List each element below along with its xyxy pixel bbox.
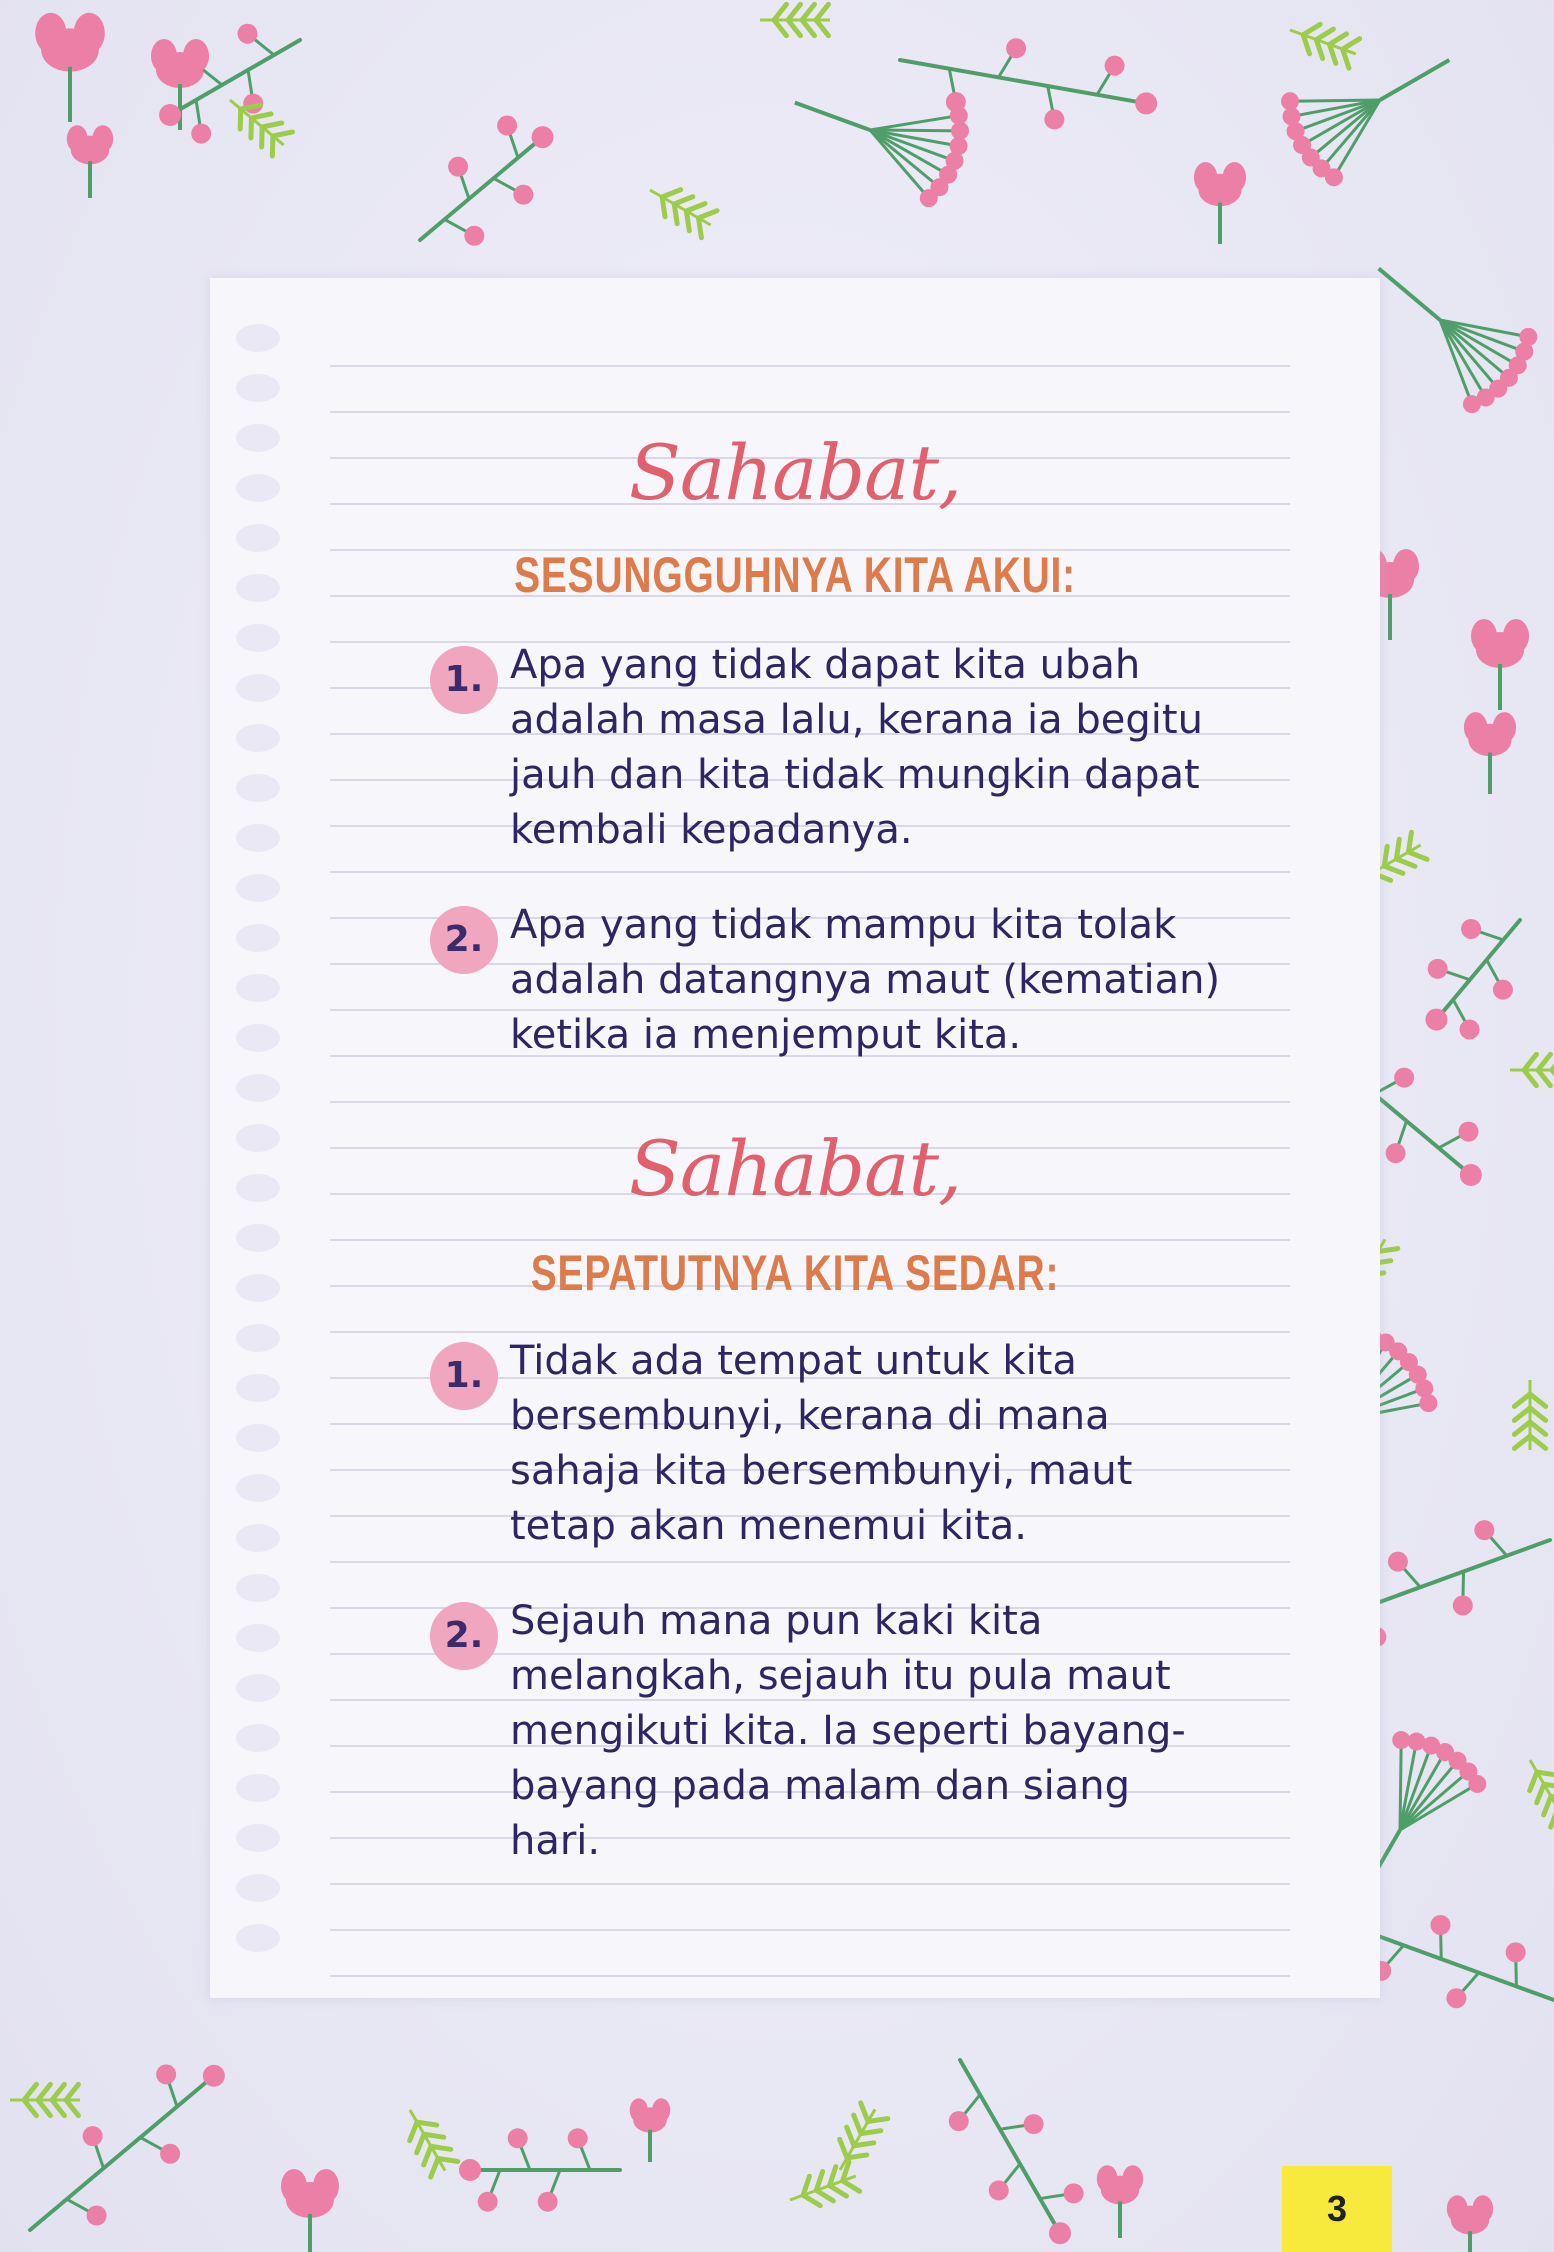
petal: [1122, 2165, 1143, 2192]
petal: [1223, 162, 1246, 193]
petal: [281, 2169, 307, 2203]
fern-leaf: [438, 2158, 458, 2161]
berry: [1024, 2114, 1044, 2134]
section-subtitle: SESUNGGUHNYA KITA AKUI:: [514, 547, 1076, 603]
fan-bud: [1281, 92, 1299, 110]
petal: [35, 13, 66, 54]
fern-leaf: [1514, 1394, 1530, 1406]
fern-leaf: [774, 20, 786, 36]
fern-leaf: [431, 2158, 438, 2177]
berry: [156, 2064, 176, 2084]
berry: [1135, 92, 1157, 114]
fern-leaf: [1343, 39, 1360, 49]
berry: [1446, 1988, 1466, 2008]
fern-leaf: [38, 2100, 50, 2116]
number-badge: 2.: [430, 1602, 498, 1670]
berry: [1064, 2183, 1084, 2203]
fern-leaf: [1408, 832, 1411, 852]
fern-leaf: [674, 204, 677, 224]
berry: [159, 104, 181, 126]
fern-leaf: [1514, 1408, 1530, 1420]
item-line: kembali kepadanya.: [510, 807, 913, 853]
fern-leaf: [1384, 866, 1403, 873]
berry: [186, 54, 206, 74]
fern-leaf: [788, 4, 800, 20]
petal: [1447, 2195, 1468, 2222]
fern-leaf: [774, 4, 786, 20]
fern-leaf: [24, 2100, 36, 2116]
fern-leaf: [816, 2190, 833, 2200]
fan-bud: [1463, 395, 1481, 413]
fern-leaf: [662, 197, 665, 217]
berry: [238, 24, 258, 44]
fern-leaf: [417, 2122, 437, 2125]
berry: [1506, 1942, 1526, 1962]
item-line: hari.: [510, 1818, 601, 1864]
berry: [1388, 1552, 1408, 1572]
berry: [1049, 2222, 1071, 2244]
fern-leaf: [854, 2143, 874, 2146]
fern-leaf: [52, 2084, 64, 2100]
fern-leaf: [251, 118, 252, 138]
stem: [960, 2060, 1060, 2233]
berry: [459, 2159, 481, 2181]
berry: [464, 226, 484, 246]
fern-leaf: [802, 20, 814, 36]
number-badge: 2.: [430, 906, 498, 974]
fern-leaf: [861, 2103, 868, 2122]
fern-leaf: [1530, 1422, 1546, 1434]
fan-bud: [1392, 1731, 1410, 1749]
fern-leaf: [1524, 1054, 1536, 1070]
fern-leaf: [662, 190, 681, 197]
fern-leaf: [674, 197, 693, 204]
item-line: melangkah, sejauh itu pula maut: [510, 1653, 1171, 1699]
fern-leaf: [1316, 29, 1333, 39]
fern-leaf: [1524, 1070, 1536, 1086]
fern-leaf: [1514, 1436, 1530, 1448]
petal: [1464, 712, 1487, 743]
fern-leaf: [1551, 1808, 1554, 1827]
berry: [83, 2126, 103, 2146]
berry: [1386, 1143, 1406, 1163]
berry: [1006, 38, 1026, 58]
fern-leaf: [686, 204, 705, 211]
fern-leaf: [424, 2146, 431, 2165]
fern-leaf: [240, 109, 241, 129]
berry: [478, 2192, 498, 2212]
berry: [1428, 959, 1448, 979]
fern-leaf: [803, 2195, 820, 2205]
fern-leaf: [1384, 846, 1387, 866]
section-title: Sahabat,: [628, 1124, 962, 1213]
item-line: Sejauh mana pun kaki kita: [510, 1598, 1043, 1644]
berry: [1474, 1520, 1494, 1540]
page-number: 3: [1282, 2166, 1392, 2252]
fern-leaf: [698, 211, 717, 218]
fern-leaf: [861, 2131, 881, 2134]
fern-leaf: [1378, 1249, 1398, 1252]
fern-leaf: [52, 2100, 64, 2116]
fern-leaf: [1530, 1772, 1537, 1791]
fern-leaf: [840, 2139, 847, 2158]
fern-leaf: [843, 2181, 860, 2191]
petal: [92, 125, 113, 152]
item-line: tetap akan menemui kita.: [510, 1503, 1028, 1549]
berry: [1105, 56, 1125, 76]
berry: [448, 157, 468, 177]
fern-leaf: [816, 4, 828, 20]
berry: [946, 92, 966, 112]
fern-leaf: [1538, 1054, 1550, 1070]
petal: [630, 2098, 648, 2122]
section-title: Sahabat,: [628, 428, 962, 517]
item-text: [510, 1334, 1270, 1554]
berry: [160, 2144, 180, 2164]
berry: [568, 2128, 588, 2148]
berry: [1430, 1915, 1450, 1935]
fern-leaf: [829, 2186, 846, 2196]
fan-rib: [1311, 100, 1380, 158]
fan-bud: [920, 189, 938, 207]
fern-leaf: [1530, 1436, 1546, 1448]
berry: [1425, 1009, 1447, 1031]
fern-leaf: [847, 2155, 867, 2158]
fern-leaf: [262, 123, 282, 127]
berry: [1394, 1068, 1414, 1088]
berry: [508, 2128, 528, 2148]
fern-leaf: [424, 2134, 444, 2137]
fern-leaf: [1530, 1408, 1546, 1420]
petal: [1493, 712, 1516, 743]
berry: [1460, 1019, 1480, 1039]
berry: [87, 2206, 107, 2226]
fern-leaf: [698, 218, 701, 238]
stem: [1380, 60, 1449, 100]
berry: [1460, 1164, 1482, 1186]
fan-bud: [1468, 1775, 1486, 1793]
petal: [1393, 549, 1419, 583]
berry: [203, 2065, 225, 2087]
fern-leaf: [1408, 852, 1427, 859]
fern-leaf: [66, 2084, 78, 2100]
fern-leaf: [868, 2119, 888, 2122]
fan-bud: [1419, 1394, 1437, 1412]
fern-leaf: [1537, 1784, 1544, 1803]
berry: [497, 116, 517, 136]
berry: [538, 2192, 558, 2212]
fern-leaf: [816, 20, 828, 36]
berry: [1493, 980, 1513, 1000]
berry: [1459, 1122, 1479, 1142]
fern-leaf: [1544, 1784, 1554, 1787]
petal: [313, 2169, 339, 2203]
fern-leaf: [273, 132, 293, 136]
fan-rib: [1400, 1761, 1458, 1830]
fern-leaf: [1530, 1394, 1546, 1406]
fern-leaf: [1538, 1070, 1550, 1086]
item-line: jauh dan kita tidak mungkin dapat: [510, 752, 1200, 798]
item-line: bersembunyi, kerana di mana: [510, 1393, 1110, 1439]
fern-leaf: [686, 211, 689, 231]
item-line: Tidak ada tempat untuk kita: [510, 1338, 1077, 1384]
berry: [191, 124, 211, 144]
petal: [74, 13, 105, 54]
fern-leaf: [410, 2122, 417, 2141]
fern-leaf: [1303, 24, 1320, 34]
petal: [1471, 619, 1497, 653]
item-line: bayang pada malam dan siang: [510, 1763, 1131, 1809]
fern-leaf: [272, 136, 273, 156]
item-line: sahaja kita bersembunyi, maut: [510, 1448, 1133, 1494]
item-text: [510, 898, 1270, 1063]
fern-leaf: [1396, 859, 1415, 866]
fern-leaf: [847, 2127, 854, 2146]
berry: [513, 185, 533, 205]
petal: [652, 2098, 670, 2122]
fern-leaf: [417, 2134, 424, 2153]
item-line: Apa yang tidak dapat kita ubah: [510, 642, 1141, 688]
number-badge: 1.: [430, 646, 498, 714]
berry: [949, 2111, 969, 2131]
petal: [1503, 619, 1529, 653]
fern-leaf: [1514, 1422, 1530, 1434]
fan-rib: [870, 130, 960, 131]
berry: [1044, 109, 1064, 129]
fern-leaf: [38, 2084, 50, 2100]
berry: [1453, 1595, 1473, 1615]
item-line: mengikuti kita. Ia seperti bayang-: [510, 1708, 1186, 1754]
fan-bud: [951, 122, 969, 140]
fan-rib: [870, 130, 939, 187]
item-line: ketika ia menjemput kita.: [510, 1012, 1022, 1058]
petal: [151, 39, 177, 73]
petal: [1472, 2195, 1493, 2222]
berry: [1461, 919, 1481, 939]
fern-leaf: [1537, 1772, 1554, 1775]
fern-leaf: [24, 2084, 36, 2100]
fern-leaf: [251, 114, 271, 118]
fan-rib: [870, 116, 959, 130]
berry: [989, 2180, 1009, 2200]
stem: [795, 103, 870, 130]
fern-leaf: [431, 2146, 451, 2149]
item-text: [510, 638, 1270, 858]
fern-leaf: [1544, 1796, 1551, 1815]
fern-leaf: [1329, 34, 1346, 44]
stem: [1379, 269, 1440, 320]
fern-leaf: [1396, 839, 1399, 859]
petal: [67, 125, 88, 152]
fan-bud: [1283, 107, 1301, 125]
fern-leaf: [262, 127, 263, 147]
fern-leaf: [802, 4, 814, 20]
petal: [1097, 2165, 1118, 2192]
item-line: adalah masa lalu, kerana ia begitu: [510, 697, 1203, 743]
item-line: adalah datangnya maut (kematian): [510, 957, 1221, 1003]
petal: [1194, 162, 1217, 193]
item-line: Apa yang tidak mampu kita tolak: [510, 902, 1177, 948]
page-content: [210, 278, 1380, 1998]
number-badge: 1.: [430, 1342, 498, 1410]
item-text: [510, 1594, 1270, 1869]
fern-leaf: [66, 2100, 78, 2116]
berry: [532, 126, 554, 148]
fern-leaf: [788, 20, 800, 36]
section-subtitle: SEPATUTNYA KITA SEDAR:: [530, 1245, 1060, 1301]
fern-leaf: [854, 2115, 861, 2134]
fan-rib: [1290, 100, 1380, 101]
